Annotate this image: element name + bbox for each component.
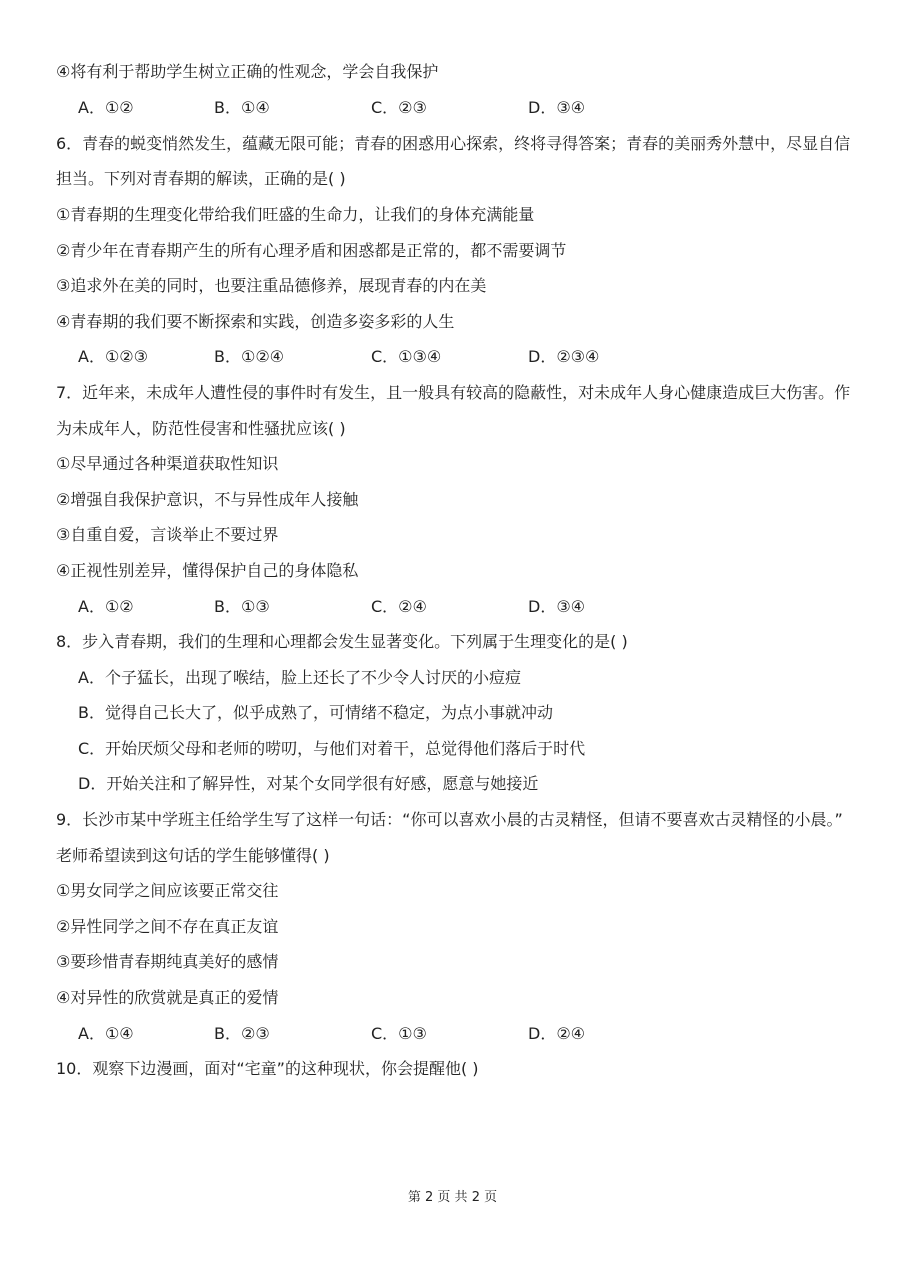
q5-option-a: A．①② xyxy=(78,98,134,117)
q7-item-1: ①尽早通过各种渠道获取性知识 xyxy=(56,454,279,473)
q8-choice-b: B．觉得自己长大了，似乎成熟了，可情绪不稳定，为点小事就冲动 xyxy=(78,703,553,722)
q5-option-d: D．③④ xyxy=(528,98,586,117)
q10-stem: 10．观察下边漫画，面对“宅童”的这种现状，你会提醒他( ) xyxy=(56,1059,479,1078)
q8-choice-c: C．开始厌烦父母和老师的唠叨，与他们对着干，总觉得他们落后于时代 xyxy=(78,739,586,758)
q9-item-2: ②异性同学之间不存在真正友谊 xyxy=(56,917,279,936)
q8-choice-d: D．开始关注和了解异性，对某个女同学很有好感，愿意与她接近 xyxy=(78,774,539,793)
q6-option-a: A．①②③ xyxy=(78,347,148,366)
q9-option-b: B．②③ xyxy=(214,1024,270,1043)
q7-item-3: ③自重自爱，言谈举止不要过界 xyxy=(56,525,279,544)
q9-item-1: ①男女同学之间应该要正常交往 xyxy=(56,881,279,900)
q6-stem-line-1: 6．青春的蜕变悄然发生，蕴藏无限可能；青春的困惑用心探索，终将寻得答案；青春的美丽秀外慧中，尽显自信 xyxy=(56,134,851,153)
q7-option-a: A．①② xyxy=(78,597,134,616)
q6-option-c: C．①③④ xyxy=(371,347,442,366)
q9-stem-line-2: 老师希望读到这句话的学生能够懂得( ) xyxy=(56,846,330,865)
q9-option-c: C．①③ xyxy=(371,1024,427,1043)
q7-option-d: D．③④ xyxy=(528,597,586,616)
q7-stem-line-1: 7．近年来，未成年人遭性侵的事件时有发生，且一般具有较高的隐蔽性，对未成年人身心健康造成巨大伤害。作 xyxy=(56,383,851,402)
q8-choice-a: A．个子猛长，出现了喉结，脸上还长了不少令人讨厌的小痘痘 xyxy=(78,668,521,687)
q7-option-c: C．②④ xyxy=(371,597,427,616)
q6-item-4: ④青春期的我们要不断探索和实践，创造多姿多彩的人生 xyxy=(56,312,455,331)
q5-option-c: C．②③ xyxy=(371,98,427,117)
q9-option-a: A．①④ xyxy=(78,1024,134,1043)
q5-item-4: ④将有利于帮助学生树立正确的性观念，学会自我保护 xyxy=(56,62,439,81)
q7-option-b: B．①③ xyxy=(214,597,270,616)
q7-item-2: ②增强自我保护意识，不与异性成年人接触 xyxy=(56,490,359,509)
q7-stem-line-2: 为未成年人，防范性侵害和性骚扰应该( ) xyxy=(56,419,346,438)
q6-option-b: B．①②④ xyxy=(214,347,285,366)
q6-item-1: ①青春期的生理变化带给我们旺盛的生命力，让我们的身体充满能量 xyxy=(56,205,535,224)
page-footer: 第 2 页 共 2 页 xyxy=(407,1190,498,1205)
q8-stem: 8．步入青春期，我们的生理和心理都会发生显著变化。下列属于生理变化的是( ) xyxy=(56,632,628,651)
q6-item-3: ③追求外在美的同时，也要注重品德修养，展现青春的内在美 xyxy=(56,276,487,295)
q9-option-d: D．②④ xyxy=(528,1024,586,1043)
q6-stem-line-2: 担当。下列对青春期的解读，正确的是( ) xyxy=(56,169,346,188)
q6-option-d: D．②③④ xyxy=(528,347,600,366)
q5-option-b: B．①④ xyxy=(214,98,270,117)
q9-stem-line-1: 9．长沙市某中学班主任给学生写了这样一句话：“你可以喜欢小晨的古灵精怪，但请不要喜欢古灵精怪的小晨。” xyxy=(56,810,843,829)
q6-item-2: ②青少年在青春期产生的所有心理矛盾和困惑都是正常的，都不需要调节 xyxy=(56,241,567,260)
q7-item-4: ④正视性别差异，懂得保护自己的身体隐私 xyxy=(56,561,359,580)
q9-item-3: ③要珍惜青春期纯真美好的感情 xyxy=(56,952,279,971)
q9-item-4: ④对异性的欣赏就是真正的爱情 xyxy=(56,988,279,1007)
